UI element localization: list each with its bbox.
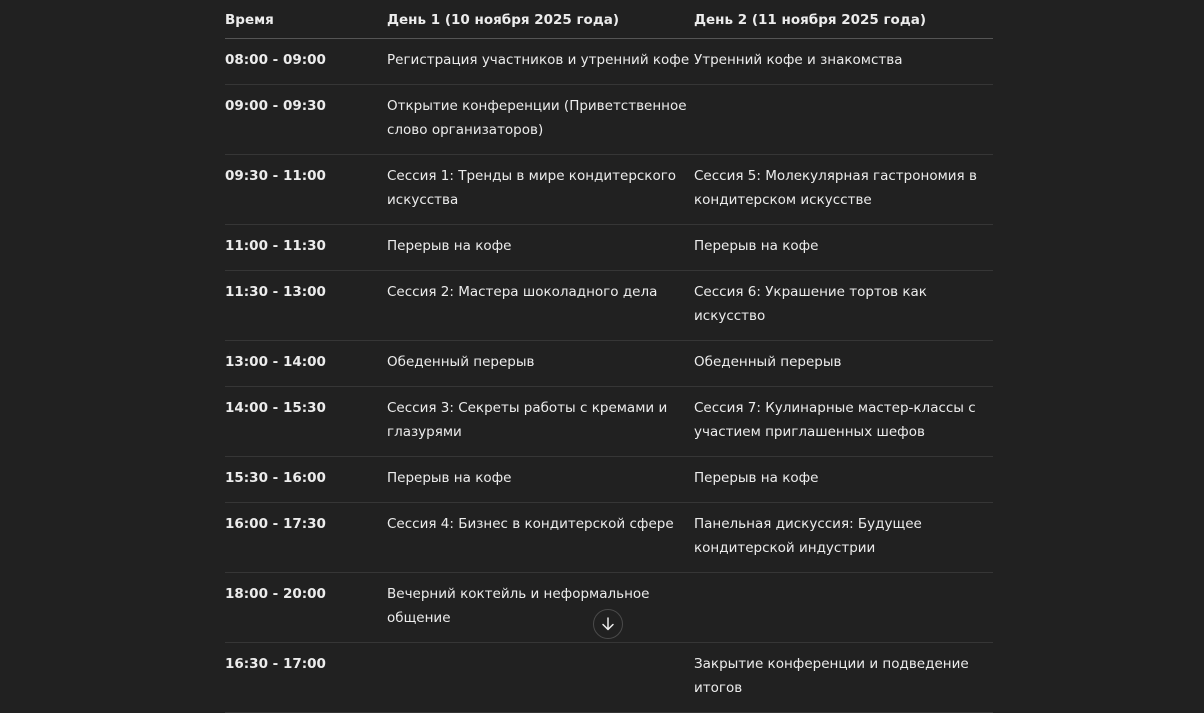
time-cell: 09:00 - 09:30: [225, 98, 326, 114]
day2-cell: Сессия 7: Кулинарные мастер-классы с участием приглашенных шефов: [694, 400, 976, 440]
table-row: [225, 225, 993, 271]
day2-cell: Сессия 5: Молекулярная гастрономия в кондитерском искусстве: [694, 168, 977, 208]
day1-cell: Перерыв на кофе: [387, 470, 512, 486]
table-row: [225, 271, 993, 341]
day1-cell: Сессия 2: Мастера шоколадного дела: [387, 284, 658, 300]
day1-cell: Регистрация участников и утренний кофе: [387, 52, 690, 68]
time-cell: 08:00 - 09:00: [225, 52, 326, 68]
time-cell: 16:30 - 17:00: [225, 656, 326, 672]
table-row: [225, 39, 993, 85]
table-row: [225, 457, 993, 503]
day1-cell: Сессия 3: Секреты работы с кремами и глазурями: [387, 400, 668, 440]
time-cell: 09:30 - 11:00: [225, 168, 326, 184]
table-row: [225, 643, 993, 713]
day1-cell: Вечерний коктейль и неформальное общение: [387, 586, 650, 626]
time-cell: 15:30 - 16:00: [225, 470, 326, 486]
schedule-table: [225, 0, 993, 713]
day2-cell: Закрытие конференции и подведение итогов: [694, 656, 969, 696]
arrow-down-icon: [600, 616, 616, 632]
time-cell: 14:00 - 15:30: [225, 400, 326, 416]
table-row: [225, 85, 993, 155]
day1-cell: Обеденный перерыв: [387, 354, 535, 370]
table-row: [225, 155, 993, 225]
day1-cell: Перерыв на кофе: [387, 238, 512, 254]
header-time: Время: [225, 12, 274, 28]
day1-cell: Открытие конференции (Приветственное слово организаторов): [387, 98, 687, 138]
header-day1: День 1 (10 ноября 2025 года): [387, 12, 620, 28]
table-row: [225, 387, 993, 457]
table-header-row: [225, 0, 993, 39]
time-cell: 16:00 - 17:30: [225, 516, 326, 532]
day2-cell: Обеденный перерыв: [694, 354, 842, 370]
day2-cell: Утренний кофе и знакомства: [694, 52, 903, 68]
day2-cell: Панельная дискуссия: Будущее кондитерской индустрии: [694, 516, 922, 556]
day2-cell: Перерыв на кофе: [694, 238, 819, 254]
time-cell: 11:30 - 13:00: [225, 284, 326, 300]
day1-cell: Сессия 1: Тренды в мире кондитерского искусства: [387, 168, 677, 208]
time-cell: 18:00 - 20:00: [225, 586, 326, 602]
day2-cell: Перерыв на кофе: [694, 470, 819, 486]
day2-cell: Сессия 6: Украшение тортов как искусство: [694, 284, 927, 324]
time-cell: 13:00 - 14:00: [225, 354, 326, 370]
scroll-to-bottom-button[interactable]: [593, 609, 623, 639]
time-cell: 11:00 - 11:30: [225, 238, 326, 254]
table-row: [225, 341, 993, 387]
header-day2: День 2 (11 ноября 2025 года): [694, 12, 927, 28]
table-row: [225, 503, 993, 573]
day1-cell: Сессия 4: Бизнес в кондитерской сфере: [387, 516, 674, 532]
